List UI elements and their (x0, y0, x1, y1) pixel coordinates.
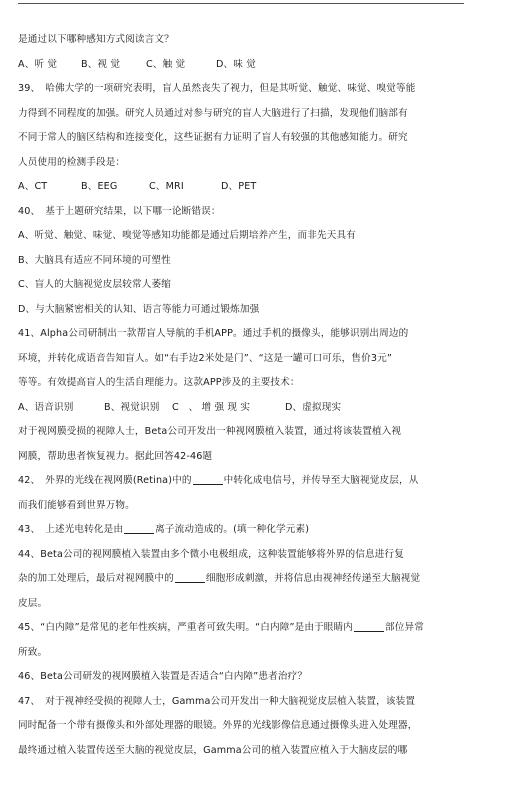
option-b: B、视觉识别 (104, 401, 160, 413)
question-46: 46、Beta公司研发的视网膜植入装置是否适合“白内障”患者治疗？ (18, 671, 308, 682)
question-40: 40、 基于上题研究结果，以下哪一论断错误： (18, 205, 221, 217)
option-c: C、触 觉 (146, 58, 186, 70)
question-47: 47、 对于视神经受损的视障人士，Gamma公司开发出一种大脑视觉皮层植入装置，该装置 (18, 695, 416, 707)
options-row-q39 (18, 175, 466, 200)
option-d: D、虚拟现实 (285, 401, 342, 413)
option-c: C、MRI (149, 181, 184, 192)
option-a: A、语音识别 (18, 401, 74, 413)
options-row-q41 (18, 396, 466, 421)
text-line: 力得到不同程度的加强。研究人员通过对参与研究的盲人大脑进行了扫描，发现他们脑部有 (18, 107, 408, 119)
text-line: 最终通过植入装置传送至大脑的视觉皮层，Gamma公司的植入装置应植入于大脑皮层的哪 (18, 744, 408, 756)
option-b: B、视 觉 (81, 58, 121, 70)
option-d: D、味 觉 (216, 58, 256, 70)
answer-blank[interactable] (124, 521, 154, 534)
text-line: 是通过以下哪种感知方式阅读言文？ (18, 34, 174, 45)
text-line: 所致。 (18, 646, 48, 658)
text-line: 皮层。 (18, 597, 48, 609)
options-row-q38 (18, 53, 466, 78)
option-c: C 、 增 强 现 实 (172, 401, 251, 413)
text-line: 网膜，帮助患者恢复视力。据此回答42-46题 (18, 450, 213, 462)
question-45: 45、“白内障”是常见的老年性疾病，严重者可致失明。“白内障”是由于眼睛内 部位异常 (18, 616, 466, 641)
text-line: 等等。有效提高盲人的生活自理能力。这款APP涉及的主要技术： (18, 377, 300, 388)
text-line: 同时配备一个带有摄像头和外部处理器的眼镜。外界的光线影像信息通过摄像头进入处理器， (18, 720, 418, 731)
text-line: 环境，并转化成语音告知盲人。如“右手边2米处是门”、“这是一罐可口可乐，售价3元” (18, 352, 393, 364)
option-d: D、PET (221, 181, 257, 192)
option-c: C、盲人的大脑视觉皮层较常人萎缩 (18, 279, 172, 290)
answer-blank[interactable] (175, 570, 205, 583)
question-44: 44、Beta公司的视网膜植入装置由多个微小电极组成，这种装置能够将外界的信息进行复 (18, 548, 405, 560)
option-a: A、听 觉 (18, 58, 58, 70)
option-b: B、大脑具有适应不同环境的可塑性 (18, 254, 171, 266)
text-line: 而我们能够看到世界万物。 (18, 499, 135, 511)
question-41: 41、Alpha公司研制出一款帮盲人导航的手机APP。通过手机的摄像头，能够识别出周边的 (18, 328, 409, 339)
document-page (18, 28, 466, 763)
question-39: 39、 哈佛大学的一项研究表明，盲人虽然丧失了视力，但是其听觉、触觉、味觉、嗅觉等能 (18, 83, 416, 94)
text-line: 不同于常人的脑区结构和连接变化，这些证据有力证明了盲人有较强的其他感知能力。研究 (18, 132, 408, 143)
text-line: 杂的加工处理后，最后对视网膜中的 细胞形成刺激，并将信息由视神经传递至大脑视觉 (18, 567, 466, 592)
option-b: B、EEG (81, 181, 118, 192)
header-rule (18, 3, 464, 4)
option-d: D、与大脑紧密相关的认知、语言等能力可通过锻炼加强 (18, 303, 260, 315)
text-line: 人员使用的检测手段是： (18, 156, 126, 168)
answer-blank[interactable] (193, 472, 223, 485)
option-a: A、听觉、触觉、味觉、嗅觉等感知功能都是通过后期培养产生，而非先天具有 (18, 230, 356, 241)
question-42: 42、 外界的光线在视网膜(Retina)中的 中转化成电信号，并传导至大脑视觉皮层，从 (18, 469, 466, 494)
answer-blank[interactable] (354, 619, 384, 632)
option-a: A、CT (18, 181, 48, 192)
passage-intro: 对于视网膜受损的视障人士，Beta公司开发出一种视网膜植入装置，通过将该装置植入视 (18, 426, 402, 437)
question-43: 43、 上述光电转化是由 离子流动造成的。(填一种化学元素) (18, 518, 466, 543)
